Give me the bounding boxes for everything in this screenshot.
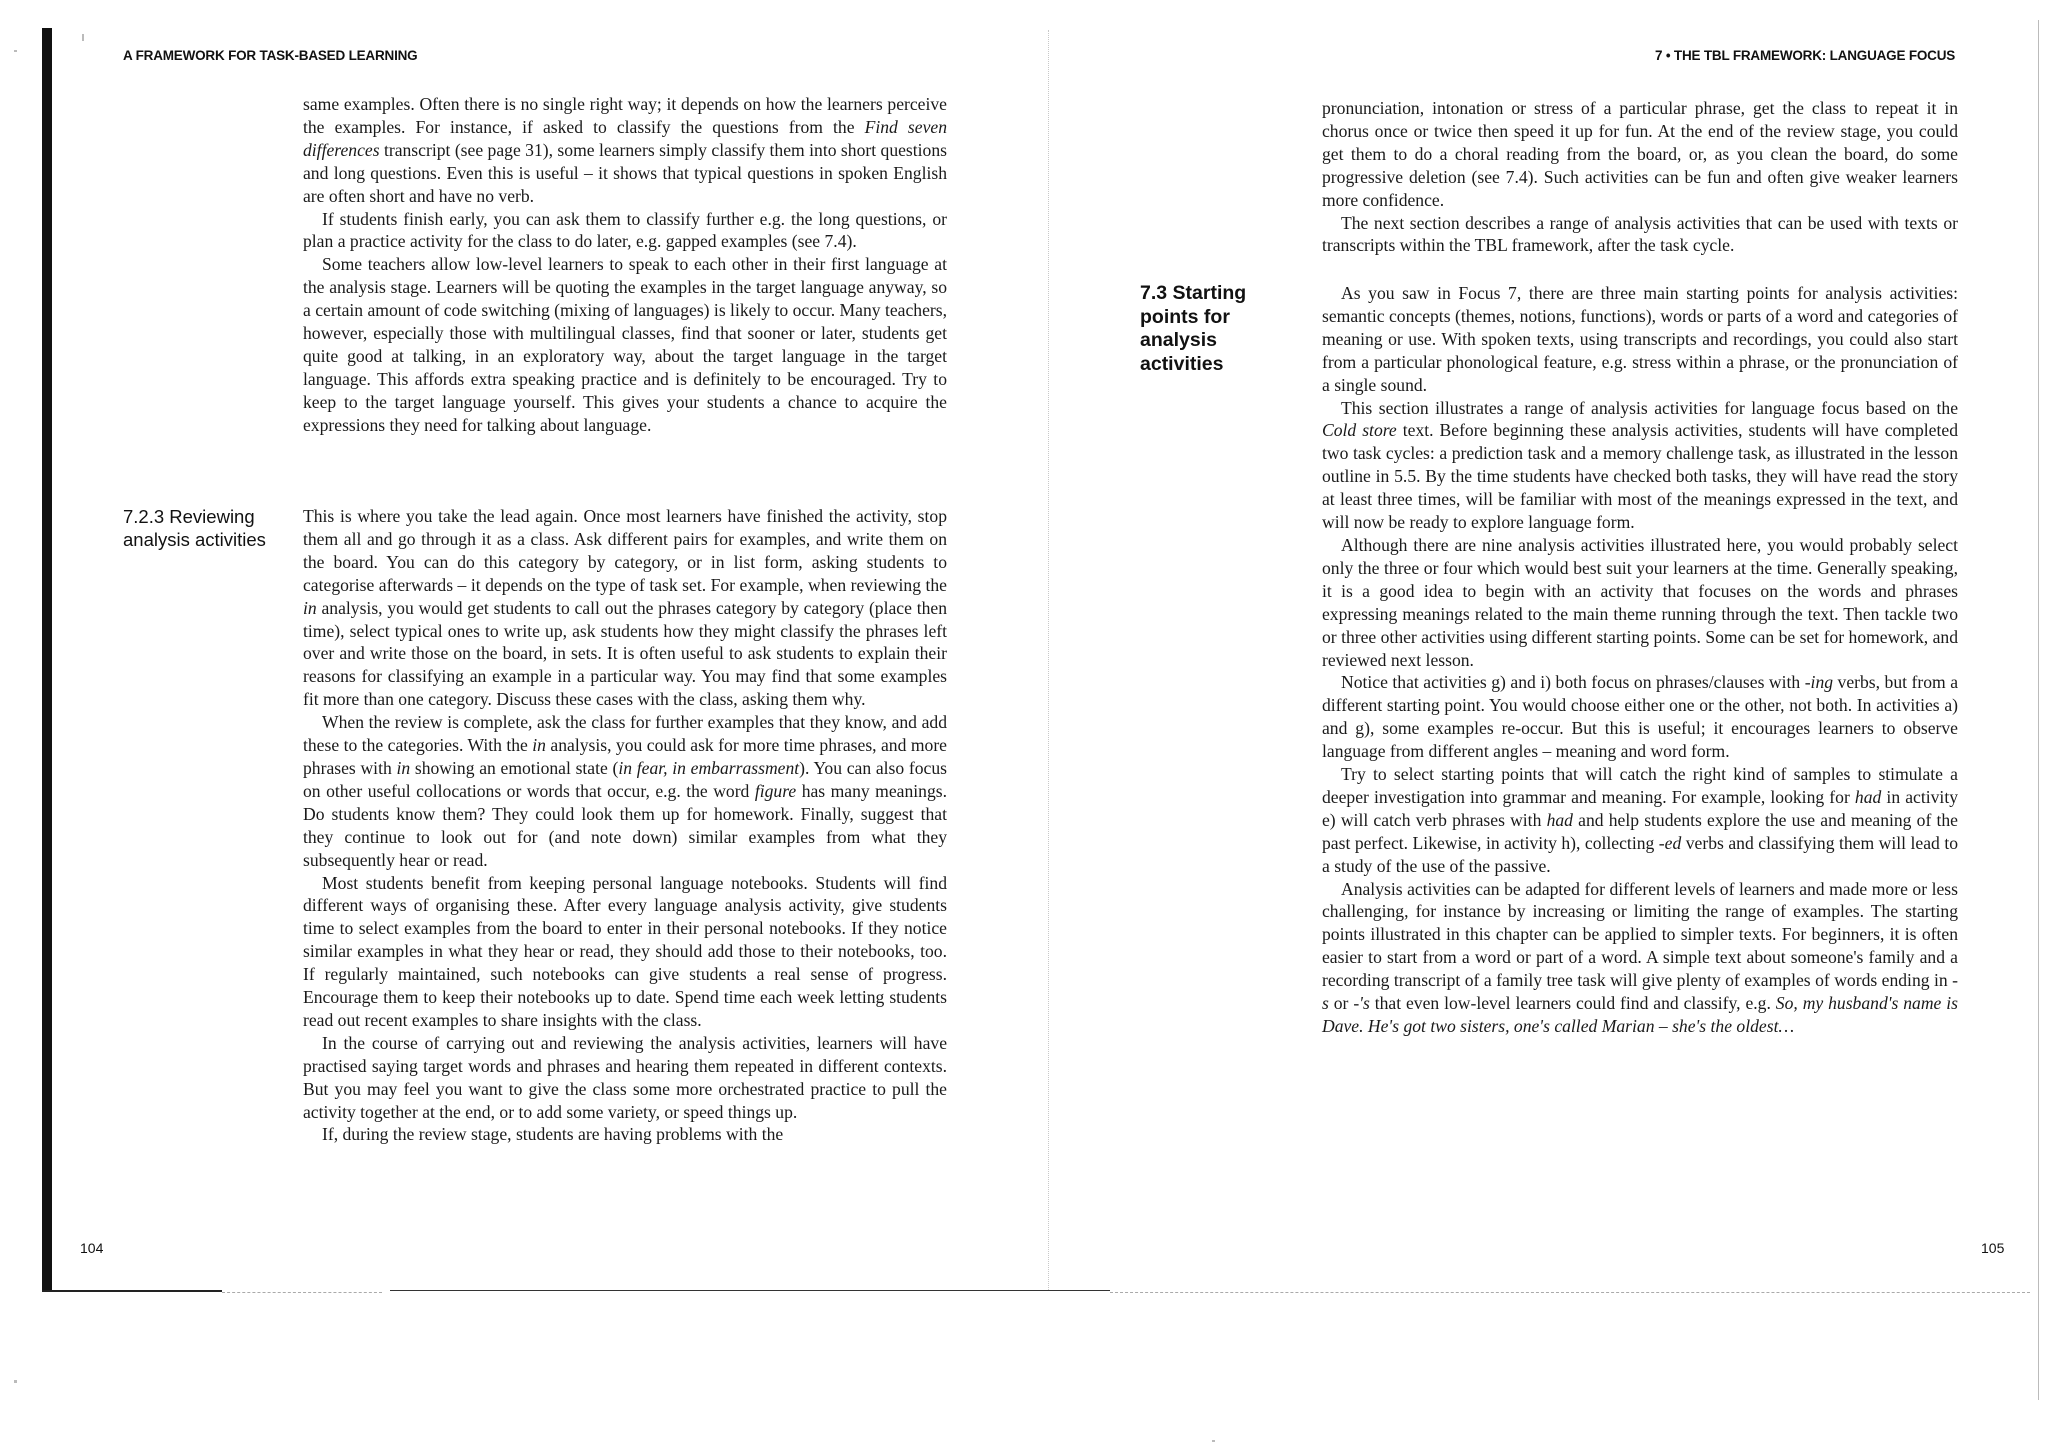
scan-speck xyxy=(14,1380,17,1383)
right-column-block-2 xyxy=(1322,282,1958,1038)
paragraph xyxy=(1322,212,1958,258)
italic-run: -ing xyxy=(1804,672,1834,693)
text-run: verbs, but from a different starting point. You would choose either one or the other, not both. In activities a) and g), some examples re-occur. But this is useful; it encourages learners to observe language from different angles – meaning and word form. xyxy=(1322,672,1959,762)
text-run: This section illustrates a range of analysis activities for language focus based on the xyxy=(1341,397,1958,418)
text-run: has many meanings. Do students know them? They could look them up for homework. Finally, suggest that they continue to look out for (and note down) similar examples from what they subsequently hear or read. xyxy=(303,780,948,870)
running-head-right: 7 • THE TBL FRAMEWORK: LANGUAGE FOCUS xyxy=(1655,48,1956,63)
text-run: that even low-level learners could find and classify, e.g. xyxy=(1369,993,1776,1014)
text-run: verbs and classifying them will lead to a study of the use of the passive. xyxy=(1322,832,1958,876)
right-column-block-1 xyxy=(1322,97,1958,257)
text-run: same examples. Often there is no single right way; it depends on how the learners perceive the examples. For instance, if asked to classify the questions from the xyxy=(303,94,947,137)
binding-edge xyxy=(42,28,52,1290)
text-run: If students finish early, you can ask them to classify further e.g. the long questions, or plan a practice activity for the class to do later, e.g. gapped examples (see 7.4). xyxy=(303,208,947,252)
bottom-rule-center xyxy=(390,1290,1110,1291)
gutter xyxy=(1048,30,1049,1290)
section-heading-7-2-3: 7.2.3 Reviewing analysis activities xyxy=(123,506,266,550)
paragraph xyxy=(303,872,947,1032)
text-run: Some teachers allow low-level learners to speak to each other in their first language at the analysis stage. Learners will be quoting the examples in the target language anyway, so a certain amount of code switching (mixing of languages) is likely to occur. Many teachers, however, especially those with multilingual classes, find that sooner or later, students get quite good at talking, in an exploratory way, about the target language in the target language. This affords extra speaking practice and is definitely to be encouraged. Try to keep to the target language yourself. This gives your students a chance to acquire the expressions they need for talking about language. xyxy=(303,254,947,435)
text-run: The next section describes a range of analysis activities that can be used with texts or transcripts within the TBL framework, after the task cycle. xyxy=(1322,212,1958,256)
text-run: analysis, you would get students to call out the phrases category by category (place then time), select typical ones to write up, ask students how they might classify the phrases left over and write those on the board, in sets. It is often useful to ask students to explain their reasons for classifying an example in a particular way. You may find that some examples fit more than one category. Discuss these cases with the class, asking them why. xyxy=(303,597,947,710)
text-run: This is where you take the lead again. Once most learners have finished the activity, stop them all and go through it as a class. Ask different pairs for examples, and write them on the board. You can do this category by category, or in list form, asking students to categorise afterwards – it depends on the type of task set. For example, when reviewing the xyxy=(303,506,947,595)
text-run: showing an emotional state ( xyxy=(410,757,619,778)
text-run: pronunciation, intonation or stress of a particular phrase, get the class to repeat it in chorus once or twice then speed it up for fun. At the end of the review stage, you could get them to do a choral reading from the board, or, as you clean the board, do some progressive deletion (see 7.4). Such activities can be fun and often give weaker learners more confidence. xyxy=(1322,98,1958,210)
italic-run: -'s xyxy=(1353,993,1370,1014)
scan-speck xyxy=(14,50,17,52)
running-head-left: A FRAMEWORK FOR TASK-BASED LEARNING xyxy=(123,48,418,63)
paragraph xyxy=(1322,97,1958,212)
paragraph xyxy=(1322,763,1958,878)
italic-run: So, my husband's name is Dave. He's got two sisters, one's called Marian – she's the oldest… xyxy=(1322,993,1959,1036)
text-run: in activity e) will catch verb phrases with xyxy=(1322,786,1958,830)
italic-run: Find seven differences xyxy=(303,116,948,160)
paragraph xyxy=(303,1123,947,1146)
paragraph xyxy=(303,93,947,208)
text-run: Most students benefit from keeping personal language notebooks. Students will find different ways of organising these. After every language analysis activity, give students time to select examples from the board to enter in their personal notebooks. If they notice similar examples in what they hear or read, they should add those to their notebooks, too. If regularly maintained, such notebooks can give students a real sense of progress. Encourage them to keep their notebooks up to date. Spend time each week letting students read out recent examples to share insights with the class. xyxy=(303,872,947,1030)
paragraph xyxy=(1322,397,1958,534)
text-run: Try to select starting points that will catch the right kind of samples to stimulate a deeper investigation into grammar and meaning. For example, looking for xyxy=(1322,764,1958,807)
paragraph xyxy=(303,1032,947,1124)
paragraph xyxy=(1322,534,1958,671)
italic-run: -s xyxy=(1322,970,1958,1014)
bottom-rule-left-dashes xyxy=(222,1292,382,1293)
left-column-block-2 xyxy=(303,505,947,1146)
bottom-rule-right-dashes xyxy=(1110,1292,2030,1293)
italic-run: had xyxy=(1854,786,1882,807)
text-run: In the course of carrying out and reviewing the analysis activities, learners will have practised saying target words and phrases and hearing them repeated in different contexts. But you may feel you want to give the class some more orchestrated practice to pull the activity together at the end, or to add some variety, or speed things up. xyxy=(303,1032,947,1122)
paragraph xyxy=(1322,671,1958,763)
page-number-right: 105 xyxy=(1981,1240,2005,1256)
scan-speck xyxy=(1212,1440,1215,1442)
text-run: transcript (see page 31), some learners simply classify them into short questions and long questions. Even this is useful – it shows that typical questions in spoken English are often short and have no verb. xyxy=(303,139,947,206)
scan-speck xyxy=(82,34,84,41)
page-edge xyxy=(2038,20,2039,1400)
italic-run: Cold store xyxy=(1322,420,1397,441)
text-run: and help students explore the use and meaning of the past perfect. Likewise, in activity h), collecting xyxy=(1322,809,1958,853)
paragraph xyxy=(1322,878,1958,1038)
paragraph xyxy=(303,253,947,436)
text-run: If, during the review stage, students are having problems with the xyxy=(322,1124,784,1145)
paragraph xyxy=(303,711,947,871)
text-run: Although there are nine analysis activities illustrated here, you would probably select only the three or four which would best suit your learners at the time. Generally speaking, it is a good idea to begin with an activity that focuses on the words and phrases expressing meanings related to the main theme running through the text. Then tackle two or three other activities using different starting points. Some can be set for homework, and reviewed next lesson. xyxy=(1322,534,1958,670)
text-run: ). You can also focus on other useful collocations or words that occur, e.g. the word xyxy=(303,757,948,801)
page-number-left: 104 xyxy=(80,1240,104,1256)
italic-run: in fear, in embarrassment xyxy=(618,757,800,778)
left-column-block-1 xyxy=(303,93,947,437)
italic-run: in xyxy=(532,735,546,756)
italic-run: figure xyxy=(754,780,797,801)
section-heading-7-3: 7.3 Starting points for analysis activities xyxy=(1140,282,1247,375)
paragraph xyxy=(303,208,947,254)
text-run: analysis, you could ask for more time phrases, and more phrases with xyxy=(303,735,947,778)
text-run: text. Before beginning these analysis activities, students will have completed two task cycles: a prediction task and a memory challenge task, as illustrated in the lesson outline in 5.5. By the time students have checked both tasks, they will have read the story at least three times, will be familiar with most of the meanings expressed in the text, and will now be ready to explore language form. xyxy=(1322,420,1958,533)
text-run: As you saw in Focus 7, there are three main starting points for analysis activities: semantic concepts (themes, notions, functions), words or parts of a word and categories of meaning or use. With spoken texts, using transcripts and recordings, you could also start from a particular phonological feature, e.g. stress within a phrase, or the pronunciation of a single sound. xyxy=(1322,283,1958,395)
italic-run: -ed xyxy=(1658,832,1682,853)
paragraph xyxy=(303,505,947,711)
bottom-rule-left xyxy=(42,1290,222,1292)
text-run: Analysis activities can be adapted for different levels of learners and made more or less challenging, for instance by increasing or limiting the range of examples. The starting points illustrated in this chapter can be applied to simpler texts. For beginners, it is often easier to start from a word or part of a word. A simple text about someone's family and a recording transcript of a family tree task will give plenty of examples of words ending in xyxy=(1322,878,1958,991)
text-run: or xyxy=(1328,993,1354,1014)
text-run: Notice that activities g) and i) both focus on phrases/clauses with xyxy=(1341,672,1805,693)
paragraph xyxy=(1322,282,1958,397)
italic-run: in xyxy=(303,597,317,618)
text-run: When the review is complete, ask the class for further examples that they know, and add these to the categories. With the xyxy=(303,712,947,756)
italic-run: in xyxy=(396,757,411,778)
italic-run: had xyxy=(1546,809,1573,830)
